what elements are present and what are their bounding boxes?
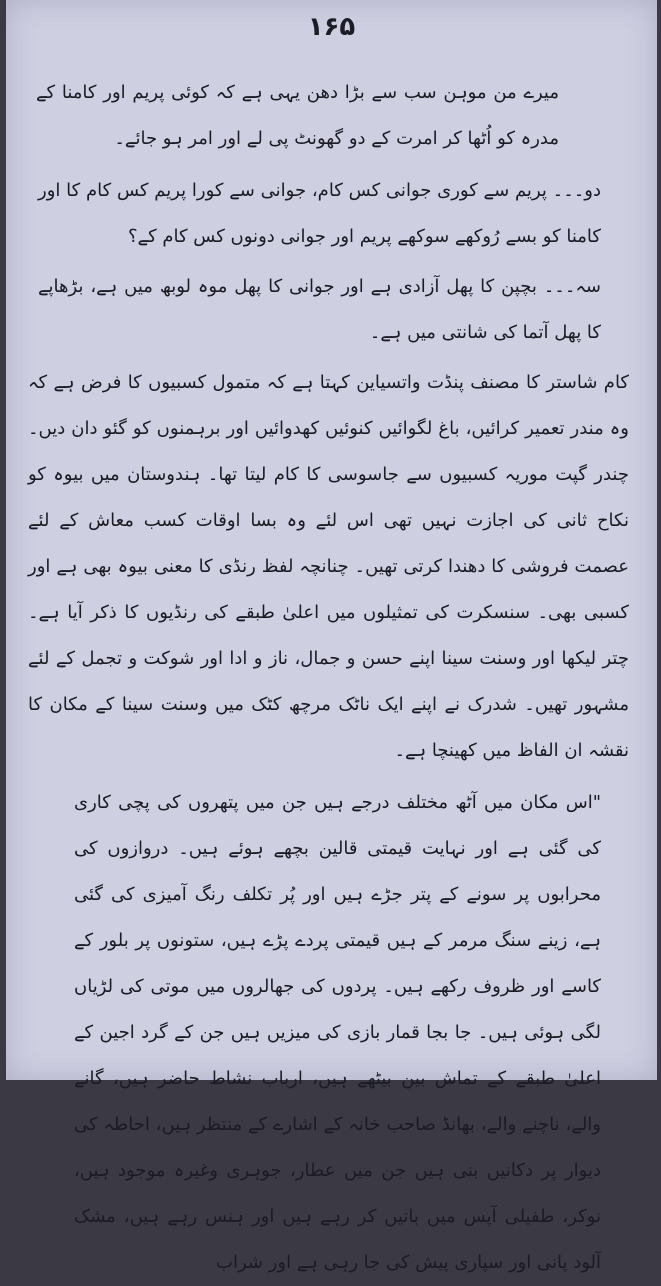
poem-verse-3: سہ۔۔۔ بچپن کا پھل آزادی ہے اور جوانی کا پھل موہ لوبھ میں ہے، بڑھاپے کا پھل آتما کی شانتی میں ہے۔ <box>38 276 601 343</box>
page-body <box>28 70 629 1286</box>
quoted-passage: "اس مکان میں آٹھ مختلف درجے ہیں جن میں پتھروں کی پچی کاری کی گئی ہے اور نہایت قیمتی قالین بچھے ہوئے ہیں۔ دروازوں کی محرابوں پر سونے کے پتر جڑے ہیں اور پُر تکلف رنگ آمیزی کی گئی ہے، زینے سنگ مرمر کے ہیں قیمتی پردے پڑے ہیں، ستونوں پر بلور کے کاسے اور ظروف رکھے ہیں۔ پردوں کی جھالروں میں موتی کی لڑیاں لگی ہوئی ہیں۔ جا بجا قمار بازی کی میزیں ہیں جن کے گرد اجین کے اعلیٰ طبقے کے تماش بین بیٹھے ہیں، ارباب نشاط حاضر ہیں، گانے والے، ناچنے والے، بھانڈ صاحب خانہ کے اشارے کے منتظر ہیں، احاطہ کی دیوار پر دکانیں بنی ہیں جن میں عطار، جوہری وغیرہ موجود ہیں، نوکر، طفیلی آپس میں باتیں کر رہے ہیں اور ہنس رہے ہیں، مشک آلود پانی اور سپاری پیش کی جا رہی ہے اور شراب <box>74 792 601 1273</box>
prose-paragraph: کام شاستر کا مصنف پنڈت واتسیاین کہتا ہے کہ متمول کسبیوں کا فرض ہے کہ وہ مندر تعمیر کرائیں، باغ لگوائیں کنوئیں کھدوائیں اور برہمنوں کو گئو دان دیں۔ چندر گپت موریہ کسبیوں سے جاسوسی کا کام لیتا تھا۔ ہندوستان میں بیوہ کو نکاح ثانی کی اجازت نہیں تھی اس لئے وہ بسا اوقات کسب معاش کے لئے عصمت فروشی کا دھندا کرتی تھیں۔ چنانچہ لفظ رنڈی کا معنی بیوہ بھی ہے اور کسبی بھی۔ سنسکرت کی تمثیلوں میں اعلیٰ طبقے کی رنڈیوں کا ذکر آیا ہے۔ چتر لیکھا اور وسنت سینا اپنے حسن و جمال، ناز و ادا اور شوکت و تجمل کے لئے مشہور تھیں۔ شدرک نے اپنے ایک ناٹک مرچھ کٹک میں وسنت سینا کے مکان کا نقشہ ان الفاظ میں کھینچا ہے۔ <box>28 372 629 761</box>
poem-verse-1: میرے من موہن سب سے بڑا دھن یہی ہے کہ کوئی پریم اور کامنا کے مدرہ کو اُٹھا کر امرت کے دو گھونٹ پی لے اور امر ہو جائے۔ <box>36 82 559 149</box>
poem-verse-2: دو۔۔۔ پریم سے کوری جوانی کس کام، جوانی سے کورا پریم کس کام کا اور کامنا کو بسے رُوکھے سوکھے پریم اور جوانی دونوں کس کام کے؟ <box>38 180 601 247</box>
page-number: ۱۶۵ <box>307 12 356 42</box>
book-page <box>6 0 657 1273</box>
